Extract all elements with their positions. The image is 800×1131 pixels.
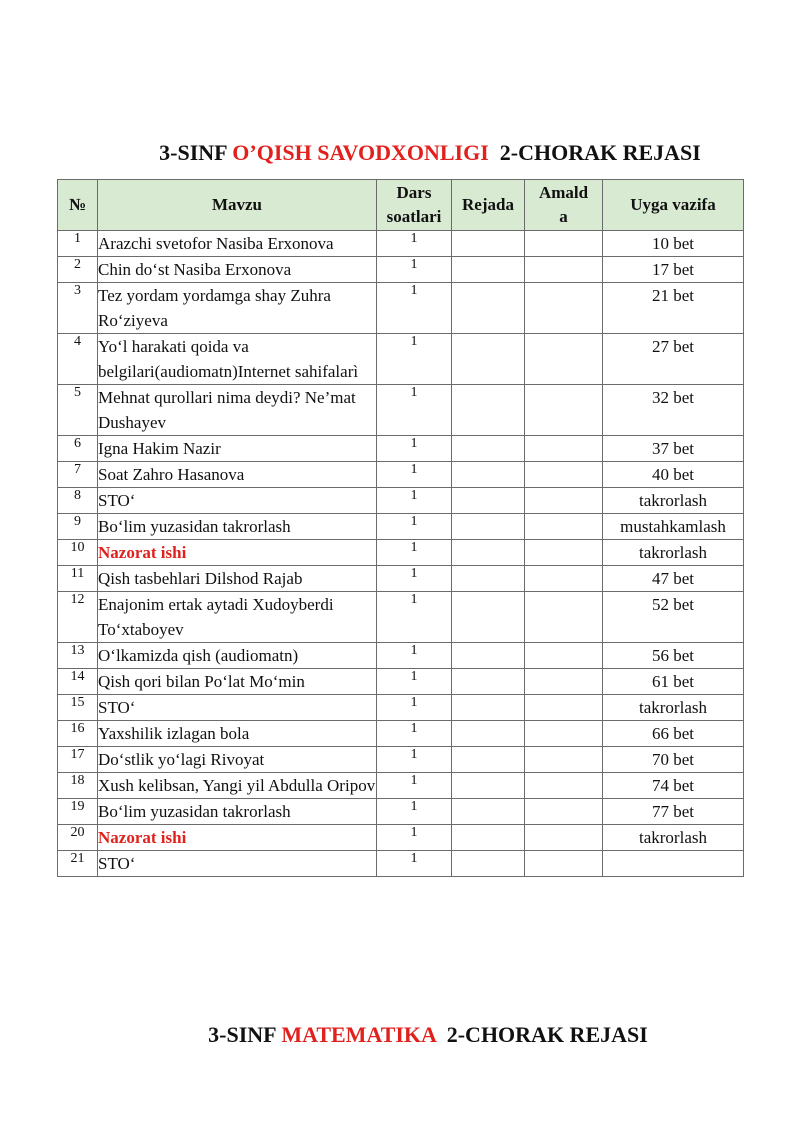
title-prefix: 3-SINF <box>208 1022 282 1047</box>
table-row <box>58 334 744 385</box>
row-actual <box>525 773 603 799</box>
row-plan <box>452 462 525 488</box>
row-topic: STO‘ <box>98 851 377 877</box>
row-hours: 1 <box>377 747 452 773</box>
row-hours: 1 <box>377 231 452 257</box>
row-topic: STO‘ <box>98 488 377 514</box>
row-plan <box>452 283 525 334</box>
row-plan <box>452 514 525 540</box>
title-suffix: 2-CHORAK REJASI <box>435 1022 648 1047</box>
row-plan <box>452 799 525 825</box>
row-topic: Qish qori bilan Po‘lat Mo‘min <box>98 669 377 695</box>
row-hours: 1 <box>377 825 452 851</box>
table-header-row <box>58 180 744 231</box>
table-row <box>58 825 744 851</box>
row-number: 17 <box>58 747 98 773</box>
row-plan <box>452 643 525 669</box>
row-number: 21 <box>58 851 98 877</box>
row-number: 3 <box>58 283 98 334</box>
row-plan <box>452 385 525 436</box>
header-plan: Rejada <box>452 180 525 231</box>
row-hours: 1 <box>377 436 452 462</box>
row-topic: Do‘stlik yo‘lagi Rivoyat <box>98 747 377 773</box>
header-number: № <box>58 180 98 231</box>
row-homework: 21 bet <box>603 283 744 334</box>
row-topic: Nazorat ishi <box>98 825 377 851</box>
table-body <box>58 231 744 877</box>
table-row <box>58 488 744 514</box>
row-topic: Enajonim ertak aytadi Xudoyberdi To‘xtaboyev <box>98 592 377 643</box>
row-actual <box>525 231 603 257</box>
table-row <box>58 283 744 334</box>
row-hours: 1 <box>377 257 452 283</box>
row-plan <box>452 231 525 257</box>
row-number: 6 <box>58 436 98 462</box>
row-homework: 66 bet <box>603 721 744 747</box>
row-plan <box>452 436 525 462</box>
row-hours: 1 <box>377 514 452 540</box>
math-plan-title <box>28 1022 800 1048</box>
table-row <box>58 540 744 566</box>
row-topic: Bo‘lim yuzasidan takrorlash <box>98 514 377 540</box>
row-hours: 1 <box>377 462 452 488</box>
row-homework: mustahkamlash <box>603 514 744 540</box>
row-hours: 1 <box>377 566 452 592</box>
row-homework: 10 bet <box>603 231 744 257</box>
title-subject: O’QISH SAVODXONLIGI <box>232 140 489 165</box>
row-number: 14 <box>58 669 98 695</box>
row-topic: STO‘ <box>98 695 377 721</box>
row-plan <box>452 257 525 283</box>
row-plan <box>452 773 525 799</box>
row-topic: Arazchi svetofor Nasiba Erxonova <box>98 231 377 257</box>
row-homework: 17 bet <box>603 257 744 283</box>
table-row <box>58 592 744 643</box>
row-number: 8 <box>58 488 98 514</box>
header-actual-label: Amalda <box>538 183 589 226</box>
header-hours-label: Dars soatlari <box>386 183 442 226</box>
row-actual <box>525 462 603 488</box>
table-row <box>58 851 744 877</box>
row-homework: 74 bet <box>603 773 744 799</box>
row-hours: 1 <box>377 283 452 334</box>
table-row <box>58 773 744 799</box>
row-homework: 37 bet <box>603 436 744 462</box>
row-number: 4 <box>58 334 98 385</box>
row-plan <box>452 669 525 695</box>
row-plan <box>452 825 525 851</box>
row-actual <box>525 283 603 334</box>
row-actual <box>525 825 603 851</box>
row-number: 19 <box>58 799 98 825</box>
title-prefix: 3-SINF <box>159 140 233 165</box>
table-row <box>58 566 744 592</box>
header-hours <box>377 180 452 231</box>
reading-plan-title <box>30 140 800 166</box>
row-homework: 61 bet <box>603 669 744 695</box>
row-actual <box>525 643 603 669</box>
row-actual <box>525 566 603 592</box>
row-hours: 1 <box>377 695 452 721</box>
row-plan <box>452 721 525 747</box>
row-actual <box>525 334 603 385</box>
table-row <box>58 799 744 825</box>
title-suffix: 2-CHORAK REJASI <box>488 140 701 165</box>
row-actual <box>525 747 603 773</box>
row-number: 15 <box>58 695 98 721</box>
row-homework: takrorlash <box>603 695 744 721</box>
row-topic: Xush kelibsan, Yangi yil Abdulla Oripov <box>98 773 377 799</box>
row-topic: O‘lkamizda qish (audiomatn) <box>98 643 377 669</box>
row-hours: 1 <box>377 851 452 877</box>
row-actual <box>525 721 603 747</box>
row-plan <box>452 695 525 721</box>
row-topic: Tez yordam yordamga shay Zuhra Ro‘ziyeva <box>98 283 377 334</box>
row-number: 5 <box>58 385 98 436</box>
row-topic: Mehnat qurollari nima deydi? Ne’mat Dushayev <box>98 385 377 436</box>
header-homework: Uyga vazifa <box>603 180 744 231</box>
row-hours: 1 <box>377 773 452 799</box>
header-actual <box>525 180 603 231</box>
row-hours: 1 <box>377 799 452 825</box>
row-topic: Bo‘lim yuzasidan takrorlash <box>98 799 377 825</box>
row-homework: 40 bet <box>603 462 744 488</box>
row-hours: 1 <box>377 540 452 566</box>
row-actual <box>525 257 603 283</box>
row-actual <box>525 540 603 566</box>
row-number: 9 <box>58 514 98 540</box>
row-homework: 77 bet <box>603 799 744 825</box>
table-row <box>58 643 744 669</box>
table-row <box>58 669 744 695</box>
row-number: 20 <box>58 825 98 851</box>
row-homework <box>603 851 744 877</box>
row-plan <box>452 592 525 643</box>
row-number: 16 <box>58 721 98 747</box>
row-number: 2 <box>58 257 98 283</box>
row-plan <box>452 566 525 592</box>
row-hours: 1 <box>377 385 452 436</box>
table-row <box>58 721 744 747</box>
row-actual <box>525 669 603 695</box>
row-plan <box>452 334 525 385</box>
row-actual <box>525 695 603 721</box>
row-homework: 32 bet <box>603 385 744 436</box>
row-homework: takrorlash <box>603 488 744 514</box>
table-row <box>58 514 744 540</box>
row-plan <box>452 488 525 514</box>
row-topic: Igna Hakim Nazir <box>98 436 377 462</box>
table-row <box>58 385 744 436</box>
row-actual <box>525 592 603 643</box>
row-number: 1 <box>58 231 98 257</box>
table-row <box>58 257 744 283</box>
row-plan <box>452 747 525 773</box>
row-hours: 1 <box>377 488 452 514</box>
table-row <box>58 695 744 721</box>
row-topic: Soat Zahro Hasanova <box>98 462 377 488</box>
row-topic: Yaxshilik izlagan bola <box>98 721 377 747</box>
row-topic: Nazorat ishi <box>98 540 377 566</box>
row-homework: 47 bet <box>603 566 744 592</box>
row-actual <box>525 799 603 825</box>
row-homework: 27 bet <box>603 334 744 385</box>
row-homework: 52 bet <box>603 592 744 643</box>
row-number: 7 <box>58 462 98 488</box>
row-number: 11 <box>58 566 98 592</box>
row-actual <box>525 436 603 462</box>
row-actual <box>525 488 603 514</box>
row-actual <box>525 851 603 877</box>
table-row <box>58 747 744 773</box>
row-homework: 70 bet <box>603 747 744 773</box>
row-number: 13 <box>58 643 98 669</box>
row-hours: 1 <box>377 721 452 747</box>
header-topic: Mavzu <box>98 180 377 231</box>
table-row <box>58 436 744 462</box>
row-number: 12 <box>58 592 98 643</box>
row-hours: 1 <box>377 592 452 643</box>
table-row <box>58 462 744 488</box>
row-topic: Yo‘l harakati qoida va belgilari(audiomatn)Internet sahifalarì <box>98 334 377 385</box>
row-topic: Qish tasbehlari Dilshod Rajab <box>98 566 377 592</box>
row-actual <box>525 385 603 436</box>
row-homework: takrorlash <box>603 540 744 566</box>
row-plan <box>452 851 525 877</box>
row-homework: 56 bet <box>603 643 744 669</box>
row-hours: 1 <box>377 669 452 695</box>
row-topic: Chin do‘st Nasiba Erxonova <box>98 257 377 283</box>
row-hours: 1 <box>377 334 452 385</box>
row-number: 10 <box>58 540 98 566</box>
row-hours: 1 <box>377 643 452 669</box>
row-actual <box>525 514 603 540</box>
table-row <box>58 231 744 257</box>
title-subject: MATEMATIKA <box>281 1022 436 1047</box>
row-number: 18 <box>58 773 98 799</box>
row-plan <box>452 540 525 566</box>
reading-plan-table <box>57 179 744 877</box>
row-homework: takrorlash <box>603 825 744 851</box>
